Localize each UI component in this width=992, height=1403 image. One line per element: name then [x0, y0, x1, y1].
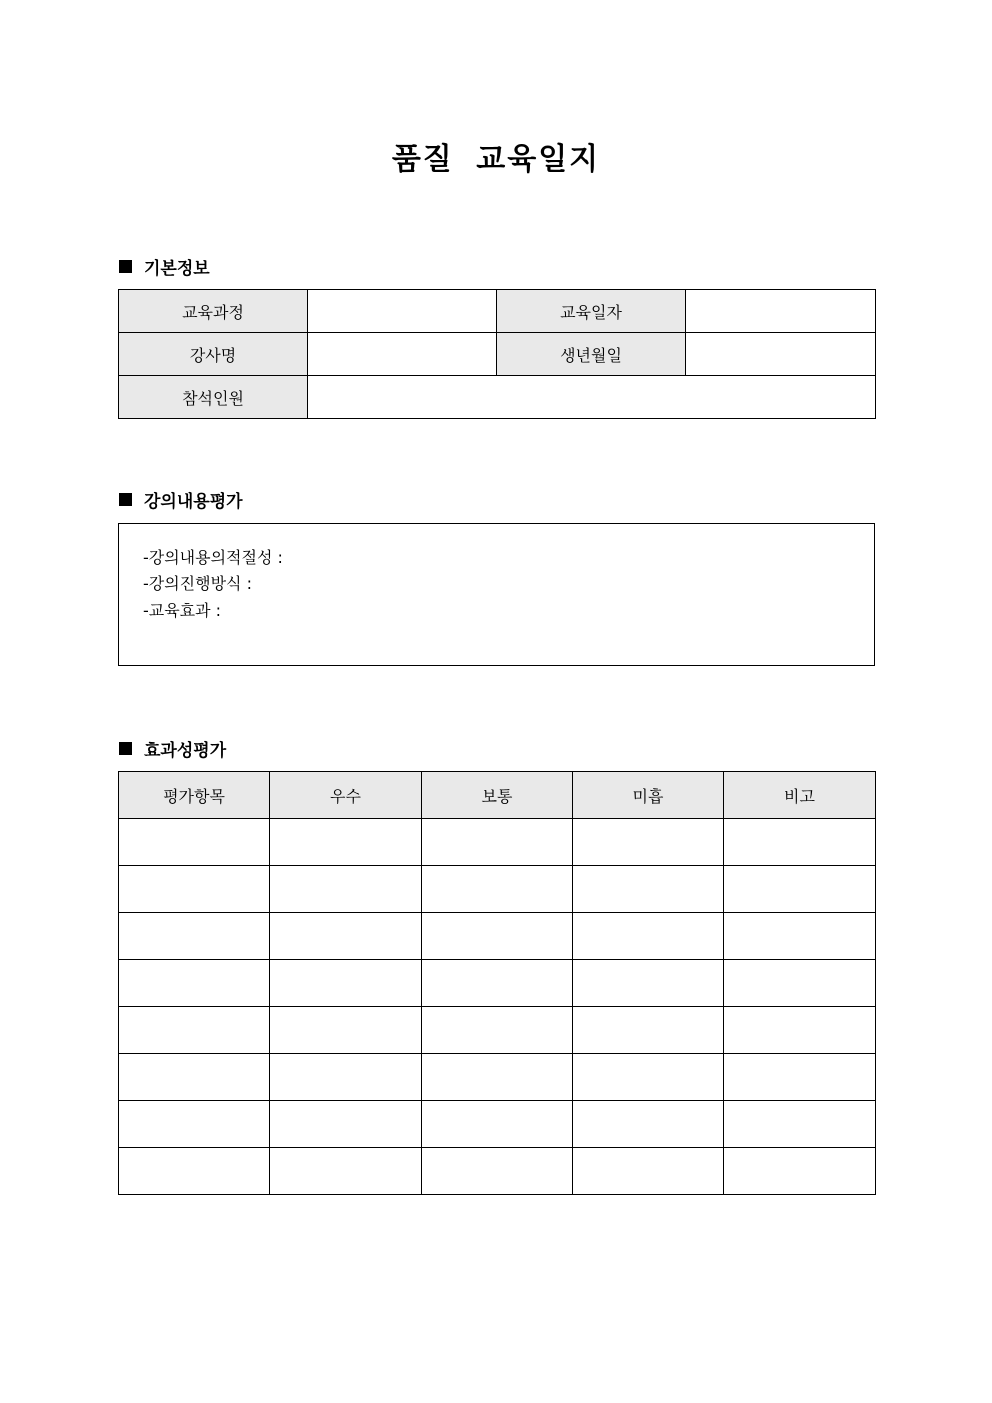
- instructor-field[interactable]: [308, 333, 497, 376]
- table-row: [119, 913, 876, 960]
- lecture-eval-heading-text: 강의내용평가: [144, 492, 243, 512]
- square-bullet-icon: [119, 742, 132, 755]
- lecture-eval-line-relevance: -강의내용의적절성 :: [143, 548, 283, 567]
- table-cell[interactable]: [270, 1054, 422, 1101]
- table-cell[interactable]: [724, 1101, 876, 1148]
- instructor-label: 강사명: [119, 333, 308, 376]
- table-cell[interactable]: [119, 1101, 270, 1148]
- table-row: [119, 1054, 876, 1101]
- col-header-poor: 미흡: [573, 772, 724, 819]
- table-cell[interactable]: [573, 819, 724, 866]
- effect-eval-table: [118, 771, 876, 1195]
- table-row: [119, 290, 876, 333]
- table-cell[interactable]: [422, 1007, 573, 1054]
- table-cell[interactable]: [724, 819, 876, 866]
- table-cell[interactable]: [422, 1101, 573, 1148]
- effect-eval-heading: [119, 736, 226, 761]
- lecture-eval-line-method: -강의진행방식 :: [143, 574, 252, 593]
- col-header-excellent: 우수: [270, 772, 422, 819]
- basic-info-heading: [119, 254, 210, 279]
- table-row: [119, 333, 876, 376]
- birthdate-label: 생년월일: [497, 333, 686, 376]
- table-cell[interactable]: [119, 1007, 270, 1054]
- table-cell[interactable]: [573, 1054, 724, 1101]
- table-cell[interactable]: [573, 913, 724, 960]
- table-cell[interactable]: [119, 866, 270, 913]
- table-cell[interactable]: [724, 1054, 876, 1101]
- birthdate-field[interactable]: [686, 333, 876, 376]
- col-header-remarks: 비고: [724, 772, 876, 819]
- table-row: [119, 819, 876, 866]
- col-header-item: 평가항목: [119, 772, 270, 819]
- table-cell[interactable]: [422, 866, 573, 913]
- table-cell[interactable]: [724, 960, 876, 1007]
- table-header-row: [119, 772, 876, 819]
- attendees-label: 참석인원: [119, 376, 308, 419]
- table-cell[interactable]: [119, 1054, 270, 1101]
- table-cell[interactable]: [119, 913, 270, 960]
- table-cell[interactable]: [724, 1148, 876, 1195]
- table-cell[interactable]: [573, 1101, 724, 1148]
- table-cell[interactable]: [270, 1101, 422, 1148]
- basic-info-table: [118, 289, 876, 419]
- table-row: [119, 1148, 876, 1195]
- document-title: 품질 교육일지: [391, 142, 601, 177]
- table-cell[interactable]: [573, 866, 724, 913]
- square-bullet-icon: [119, 493, 132, 506]
- lecture-eval-box[interactable]: [118, 523, 875, 666]
- table-cell[interactable]: [119, 819, 270, 866]
- lecture-eval-line-effect: -교육효과 :: [143, 601, 222, 620]
- table-cell[interactable]: [573, 1148, 724, 1195]
- table-row: [119, 1101, 876, 1148]
- table-cell[interactable]: [573, 960, 724, 1007]
- square-bullet-icon: [119, 260, 132, 273]
- lecture-eval-heading: [119, 487, 243, 512]
- col-header-average: 보통: [422, 772, 573, 819]
- table-cell[interactable]: [422, 819, 573, 866]
- table-cell[interactable]: [724, 1007, 876, 1054]
- date-label: 교육일자: [497, 290, 686, 333]
- table-cell[interactable]: [724, 913, 876, 960]
- table-cell[interactable]: [270, 866, 422, 913]
- table-row: [119, 960, 876, 1007]
- course-field[interactable]: [308, 290, 497, 333]
- course-label: 교육과정: [119, 290, 308, 333]
- table-cell[interactable]: [573, 1007, 724, 1054]
- table-cell[interactable]: [270, 819, 422, 866]
- table-cell[interactable]: [724, 866, 876, 913]
- attendees-field[interactable]: [308, 376, 876, 419]
- table-row: [119, 376, 876, 419]
- effect-eval-heading-text: 효과성평가: [144, 741, 227, 761]
- date-field[interactable]: [686, 290, 876, 333]
- basic-info-heading-text: 기본정보: [144, 259, 210, 279]
- table-cell[interactable]: [422, 1054, 573, 1101]
- table-row: [119, 1007, 876, 1054]
- table-cell[interactable]: [270, 1148, 422, 1195]
- table-cell[interactable]: [422, 913, 573, 960]
- table-cell[interactable]: [119, 960, 270, 1007]
- table-cell[interactable]: [270, 913, 422, 960]
- table-cell[interactable]: [270, 1007, 422, 1054]
- table-cell[interactable]: [119, 1148, 270, 1195]
- table-row: [119, 866, 876, 913]
- table-cell[interactable]: [422, 1148, 573, 1195]
- table-cell[interactable]: [422, 960, 573, 1007]
- table-cell[interactable]: [270, 960, 422, 1007]
